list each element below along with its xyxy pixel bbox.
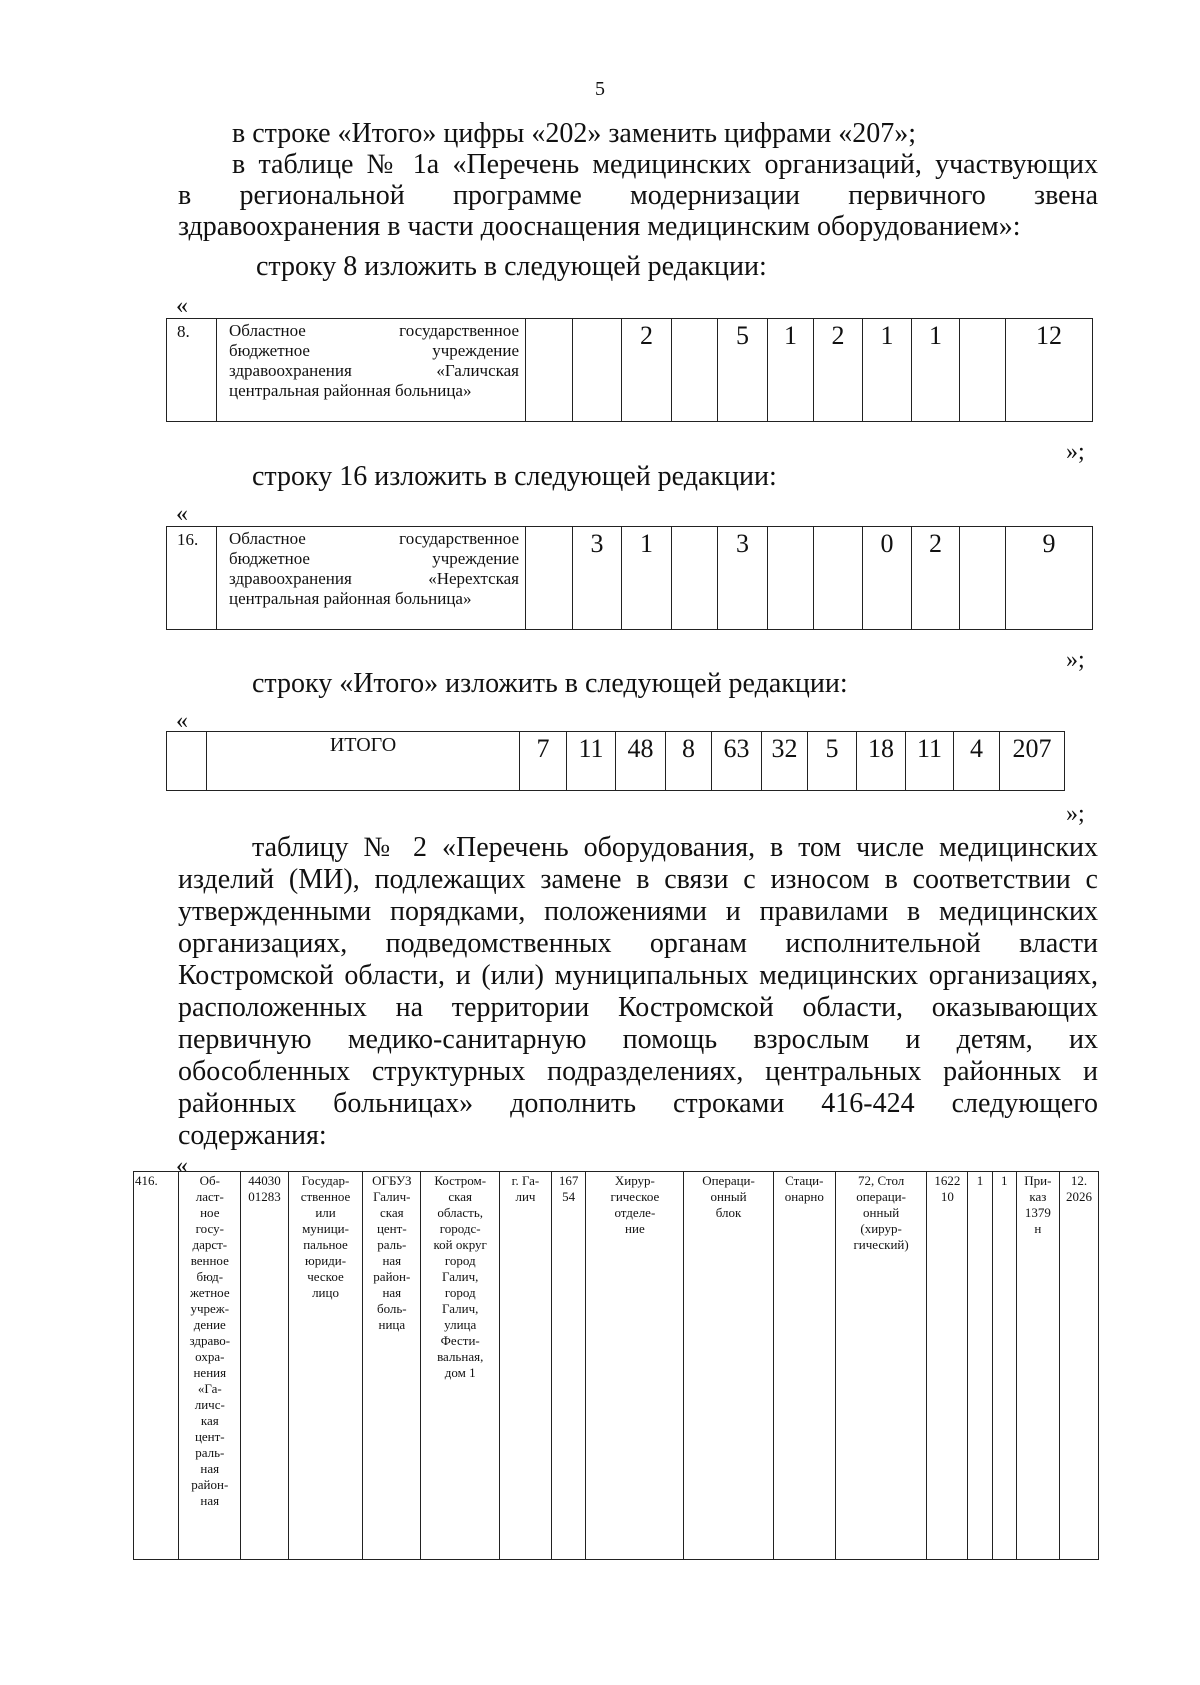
address-cell: Костром- ская область, городс- кой округ город Галич, город Галич, улица Фести- вальная, дом 1 bbox=[421, 1172, 500, 1560]
org-line: здравоохранения «Галичская bbox=[229, 361, 519, 380]
value-cell: 32 bbox=[762, 732, 808, 791]
row-number: 416. bbox=[134, 1172, 179, 1560]
value-cell: 11 bbox=[906, 732, 954, 791]
equipment-cell: 72, Стол операци- онный (хирур- гический) bbox=[835, 1172, 927, 1560]
quantity-cell: 1 bbox=[992, 1172, 1016, 1560]
open-quote: « bbox=[176, 1153, 188, 1179]
value-cell bbox=[768, 527, 814, 630]
heading-row-8: строку 8 изложить в следующей редакции: bbox=[256, 251, 767, 282]
table2-para-line: таблицу № 2 «Перечень оборудования, в том числе медицинских bbox=[252, 832, 1098, 863]
value-cell: 7 bbox=[520, 732, 567, 791]
table2-para-line: Костромской области, и (или) муниципальных медицинских организациях, bbox=[178, 960, 1098, 991]
close-quote: »; bbox=[1066, 801, 1085, 827]
open-quote: « bbox=[176, 501, 188, 527]
value-cell bbox=[526, 527, 573, 630]
value-cell: 0 bbox=[863, 527, 912, 630]
value-cell: 12 bbox=[1006, 319, 1093, 422]
value-cell: 3 bbox=[718, 527, 768, 630]
value-cell bbox=[672, 319, 718, 422]
table1a-row-8 bbox=[166, 318, 1093, 422]
table1a-row-16 bbox=[166, 526, 1093, 630]
value-cell: 63 bbox=[712, 732, 762, 791]
page-number: 5 bbox=[595, 78, 605, 100]
value-cell: 4 bbox=[954, 732, 1000, 791]
intro-line-4: здравоохранения в части дооснащения медицинским оборудованием»: bbox=[178, 211, 1021, 242]
date-cell: 12. 2026 bbox=[1059, 1172, 1098, 1560]
table1a-row-itogo bbox=[166, 731, 1065, 791]
equipment-code-cell: 1622 10 bbox=[927, 1172, 968, 1560]
inn-cell: 44030 01283 bbox=[241, 1172, 288, 1560]
value-cell: 5 bbox=[718, 319, 768, 422]
row-number: 16. bbox=[167, 527, 217, 630]
open-quote: « bbox=[176, 708, 188, 734]
intro-line-3: в региональной программе модернизации первичного звена bbox=[178, 180, 1098, 211]
short-name-cell: ОГБУЗ Галич- ская цент- раль- ная район- ная боль- ница bbox=[363, 1172, 421, 1560]
unit-cell: Операци- онный блок bbox=[684, 1172, 773, 1560]
heading-row-16: строку 16 изложить в следующей редакции: bbox=[252, 461, 777, 492]
value-cell bbox=[672, 527, 718, 630]
value-cell: 1 bbox=[912, 319, 960, 422]
table2-para-line: содержания: bbox=[178, 1120, 327, 1151]
organization-cell bbox=[217, 527, 526, 630]
quantity-cell: 1 bbox=[968, 1172, 992, 1560]
value-cell bbox=[960, 319, 1006, 422]
row-number: 8. bbox=[167, 319, 217, 422]
order-cell: При- каз 1379 н bbox=[1016, 1172, 1059, 1560]
close-quote: »; bbox=[1066, 439, 1085, 465]
org-line: здравоохранения «Нерехтская bbox=[229, 569, 519, 588]
org-line: центральная районная больница» bbox=[229, 589, 472, 608]
value-cell: 2 bbox=[622, 319, 672, 422]
table2-para-line: обособленных структурных подразделениях, центральных районных и bbox=[178, 1056, 1098, 1087]
value-cell: 207 bbox=[1000, 732, 1065, 791]
value-cell: 18 bbox=[857, 732, 906, 791]
value-cell: 9 bbox=[1006, 527, 1093, 630]
legal-form-cell: Государ- ственное или муници- пальное юриди- ческое лицо bbox=[288, 1172, 363, 1560]
intro-line-1: в строке «Итого» цифры «202» заменить цифрами «207»; bbox=[232, 118, 916, 149]
heading-row-itogo: строку «Итого» изложить в следующей редакции: bbox=[252, 668, 848, 699]
value-cell bbox=[814, 527, 863, 630]
org-line: центральная районная больница» bbox=[229, 381, 472, 400]
department-cell: Хирур- гическое отделе- ние bbox=[586, 1172, 684, 1560]
city-cell: г. Га- лич bbox=[500, 1172, 552, 1560]
intro-line-2: в таблице № 1а «Перечень медицинских организаций, участвующих bbox=[232, 149, 1098, 180]
org-line: Областное государственное bbox=[229, 321, 519, 340]
value-cell: 11 bbox=[567, 732, 616, 791]
table2-para-line: первичную медико-санитарную помощь взрослым и детям, их bbox=[178, 1024, 1098, 1055]
table2-para-line: организациях, подведомственных органам исполнительной власти bbox=[178, 928, 1098, 959]
table2-para-line: расположенных на территории Костромской области, оказывающих bbox=[178, 992, 1098, 1023]
table2-row-416 bbox=[133, 1171, 1099, 1560]
close-quote: »; bbox=[1066, 647, 1085, 673]
value-cell: 2 bbox=[814, 319, 863, 422]
value-cell bbox=[960, 527, 1006, 630]
code-cell: 167 54 bbox=[551, 1172, 586, 1560]
value-cell bbox=[573, 319, 622, 422]
value-cell: 2 bbox=[912, 527, 960, 630]
table2-para-line: районных больницах» дополнить строками 416-424 следующего bbox=[178, 1088, 1098, 1119]
value-cell: 1 bbox=[622, 527, 672, 630]
itogo-label: ИТОГО bbox=[207, 732, 520, 791]
table2-para-line: изделий (МИ), подлежащих замене в связи с износом в соответствии с bbox=[178, 864, 1098, 895]
value-cell: 48 bbox=[616, 732, 666, 791]
value-cell: 3 bbox=[573, 527, 622, 630]
org-line: Областное государственное bbox=[229, 529, 519, 548]
value-cell: 1 bbox=[863, 319, 912, 422]
org-line: бюджетное учреждение bbox=[229, 549, 519, 568]
organization-cell bbox=[217, 319, 526, 422]
empty-cell bbox=[167, 732, 207, 791]
care-type-cell: Стаци- онарно bbox=[773, 1172, 835, 1560]
org-name-cell: Об- ласт- ное госу- дарст- венное бюд- жетное учреж- дение здраво- охра- нения «Га- личс- кая цент- раль- ная район- ная bbox=[179, 1172, 241, 1560]
open-quote: « bbox=[176, 293, 188, 319]
value-cell: 8 bbox=[666, 732, 712, 791]
table2-para-line: утвержденными порядками, положениями и правилами в медицинских bbox=[178, 896, 1098, 927]
value-cell: 1 bbox=[768, 319, 814, 422]
value-cell bbox=[526, 319, 573, 422]
org-line: бюджетное учреждение bbox=[229, 341, 519, 360]
value-cell: 5 bbox=[808, 732, 857, 791]
